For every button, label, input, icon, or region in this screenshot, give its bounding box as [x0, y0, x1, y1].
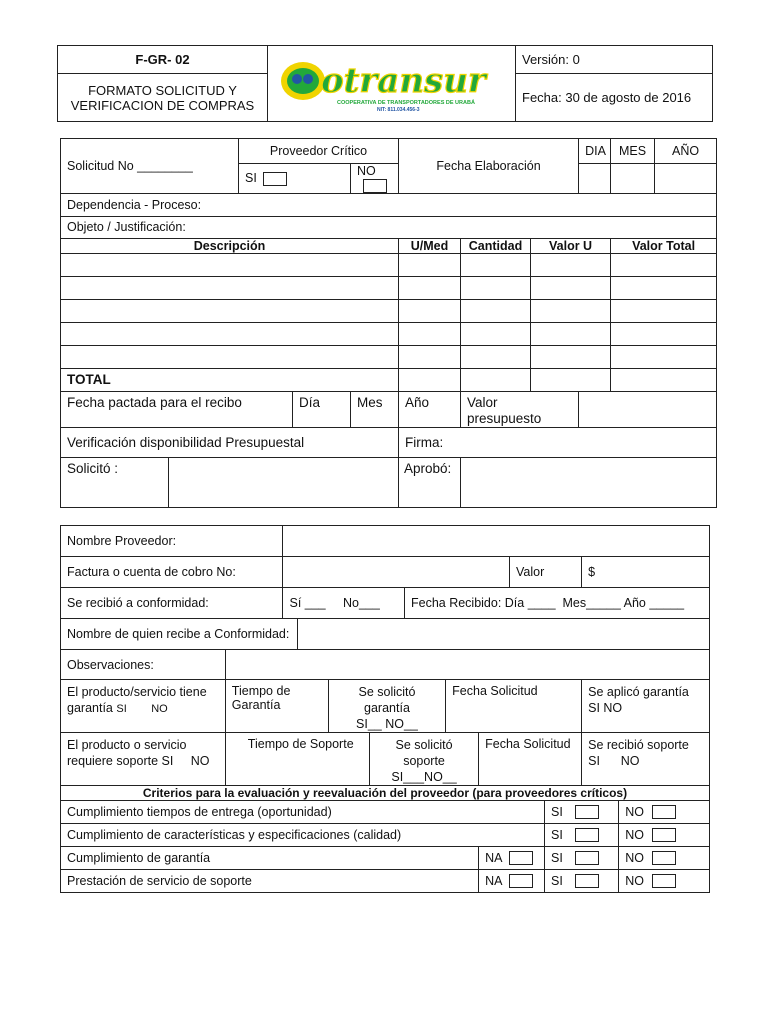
solicitud-no[interactable]: Solicitud No ________ [61, 139, 239, 194]
garantia-producto-label: El producto/servicio tiene garantía [67, 685, 207, 715]
col-descripcion: Descripción [61, 238, 399, 253]
cotransur-logo [274, 54, 509, 114]
fecha-pactada-dia[interactable]: Día [293, 391, 351, 427]
factura-label: Factura o cuenta de cobro No: [61, 557, 283, 588]
header-table [57, 45, 713, 122]
si-checkbox[interactable] [575, 828, 599, 842]
mes-label: MES [611, 139, 655, 164]
no-checkbox[interactable] [652, 874, 676, 888]
solicito-label: Solicitó : [61, 457, 169, 507]
criterio-row [61, 847, 710, 870]
solicito-soporte-label: Se solicitó soporte [395, 738, 453, 768]
soporte-producto-label: El producto o servicio requiere soporte [67, 738, 187, 768]
no-label: NO [625, 850, 644, 865]
criterio-no[interactable] [619, 870, 710, 893]
aplico-garantia-sino: SI NO [588, 701, 623, 715]
si-label: SI [551, 873, 563, 888]
solicito-soporte[interactable] [369, 733, 478, 786]
factura-field[interactable] [283, 557, 510, 588]
nombre-recibe-label: Nombre de quien recibe a Conformidad: [61, 619, 298, 650]
criterio-row [61, 801, 710, 824]
logo-nit: NIT: 811.034.456-3 [376, 106, 420, 113]
si-label: SI [551, 827, 563, 842]
na-checkbox[interactable] [509, 874, 533, 888]
si-checkbox[interactable] [263, 172, 287, 186]
fecha-elaboracion-label: Fecha Elaboración [399, 139, 579, 194]
fecha-pactada-anio[interactable]: Año [399, 391, 461, 427]
fecha-pactada-mes[interactable]: Mes [351, 391, 399, 427]
item-row[interactable] [61, 299, 717, 322]
col-umed: U/Med [399, 238, 461, 253]
criterio-label: Cumplimiento de características y especificaciones (calidad) [61, 824, 545, 847]
item-row[interactable] [61, 276, 717, 299]
criterio-na[interactable] [479, 870, 545, 893]
col-cantidad: Cantidad [461, 238, 531, 253]
recepcion-table [60, 525, 710, 893]
aplico-garantia[interactable] [582, 680, 710, 733]
recibio-soporte-label: Se recibió soporte [588, 738, 689, 752]
dollar-sign: $ [588, 565, 596, 579]
na-label: NA [485, 850, 503, 865]
solicito-garantia-sino: SI__ NO__ [356, 717, 418, 731]
tiempo-soporte[interactable]: Tiempo de Soporte [225, 733, 369, 786]
na-label: NA [485, 873, 503, 888]
dia-label: DIA [579, 139, 611, 164]
valor-field[interactable] [582, 557, 710, 588]
si-label: SI [551, 850, 563, 865]
no-checkbox[interactable] [363, 179, 387, 193]
fecha-solicitud-soporte[interactable]: Fecha Solicitud [479, 733, 582, 786]
no-checkbox[interactable] [652, 851, 676, 865]
tiempo-garantia[interactable]: Tiempo de Garantía [225, 680, 328, 733]
valor-presupuesto-field[interactable] [579, 391, 717, 427]
recibio-conformidad-label: Se recibió a conformidad: [61, 588, 283, 619]
valor-presupuesto-label: Valor presupuesto [461, 391, 579, 427]
logo-cell [268, 46, 516, 122]
criterio-na[interactable] [479, 847, 545, 870]
mes-field[interactable] [611, 164, 655, 194]
aplico-garantia-label: Se aplicó garantía [588, 685, 689, 699]
criterio-si[interactable] [545, 824, 619, 847]
no-label: NO [625, 827, 644, 842]
objeto-field[interactable]: Objeto / Justificación: [61, 216, 717, 238]
fecha-solicitud-garantia[interactable]: Fecha Solicitud [446, 680, 582, 733]
observaciones-label: Observaciones: [61, 650, 226, 680]
criterio-si[interactable] [545, 870, 619, 893]
valor-label: Valor [510, 557, 582, 588]
version: Versión: 0 [516, 46, 713, 74]
si-label: SI [551, 804, 563, 819]
recibio-conformidad-sino[interactable]: Sí ___ No___ [283, 588, 405, 619]
criterio-label: Prestación de servicio de soporte [61, 870, 479, 893]
form-code: F-GR- 02 [58, 46, 268, 74]
anio-field[interactable] [655, 164, 717, 194]
criterio-si[interactable] [545, 847, 619, 870]
nombre-recibe-field[interactable] [297, 619, 709, 650]
criterio-label: Cumplimiento de garantía [61, 847, 479, 870]
solicitud-table [60, 138, 717, 508]
recibio-soporte-sino: SI NO [588, 754, 640, 768]
dependencia-field[interactable]: Dependencia - Proceso: [61, 193, 717, 216]
soporte-producto[interactable] [61, 733, 226, 786]
garantia-producto[interactable] [61, 680, 226, 733]
criterio-si[interactable] [545, 801, 619, 824]
aprobo-label: Aprobó: [399, 457, 461, 507]
solicito-garantia[interactable] [328, 680, 445, 733]
solicito-soporte-sino: SI___NO__ [391, 770, 457, 784]
nombre-proveedor-field[interactable] [283, 526, 710, 557]
proveedor-si[interactable] [239, 164, 351, 194]
criterio-label: Cumplimiento tiempos de entrega (oportunidad) [61, 801, 545, 824]
aprobo-field[interactable] [461, 457, 717, 507]
criterio-no[interactable] [619, 847, 710, 870]
nombre-proveedor-label: Nombre Proveedor: [61, 526, 283, 557]
fecha-recibido[interactable]: Fecha Recibido: Día ____ Mes_____ Año _____ [404, 588, 709, 619]
no-label: NO [357, 164, 376, 178]
criterio-row [61, 870, 710, 893]
verificacion-label: Verificación disponibilidad Presupuestal [61, 427, 399, 457]
garantia-producto-sino: SI NO [116, 703, 168, 715]
observaciones-field[interactable] [225, 650, 709, 680]
si-label: SI [245, 171, 257, 185]
item-row[interactable] [61, 253, 717, 276]
col-valor-total: Valor Total [611, 238, 717, 253]
proveedor-no[interactable] [351, 164, 399, 194]
no-checkbox[interactable] [652, 805, 676, 819]
si-checkbox[interactable] [575, 805, 599, 819]
dia-field[interactable] [579, 164, 611, 194]
si-checkbox[interactable] [575, 851, 599, 865]
criterio-row [61, 824, 710, 847]
anio-label: AÑO [655, 139, 717, 164]
logo-graphic [277, 54, 507, 114]
no-checkbox[interactable] [652, 828, 676, 842]
form-date: Fecha: 30 de agosto de 2016 [516, 74, 713, 122]
item-row[interactable] [61, 345, 717, 368]
form-title: FORMATO SOLICITUD Y VERIFICACION DE COMPRAS [58, 74, 268, 122]
criterio-no[interactable] [619, 824, 710, 847]
col-valor-u: Valor U [531, 238, 611, 253]
item-row[interactable] [61, 322, 717, 345]
logo-tagline: COOPERATIVA DE TRANSPORTADORES DE URABÁ [336, 99, 475, 106]
solicito-garantia-label: Se solicitó garantía [358, 685, 416, 715]
no-label: NO [625, 804, 644, 819]
total-label: TOTAL [61, 368, 399, 391]
logo-wordmark: otransur [320, 60, 486, 101]
criterios-title: Criterios para la evaluación y reevaluación del proveedor (para proveedores críticos) [61, 786, 710, 801]
soporte-producto-sino: SI NO [161, 754, 210, 768]
solicito-field[interactable] [169, 457, 399, 507]
na-checkbox[interactable] [509, 851, 533, 865]
recibio-soporte[interactable] [582, 733, 710, 786]
total-value[interactable] [611, 368, 717, 391]
proveedor-critico-label: Proveedor Crítico [239, 139, 399, 164]
fecha-pactada-label: Fecha pactada para el recibo [61, 391, 293, 427]
firma-field[interactable]: Firma: [399, 427, 717, 457]
no-label: NO [625, 873, 644, 888]
si-checkbox[interactable] [575, 874, 599, 888]
criterio-no[interactable] [619, 801, 710, 824]
